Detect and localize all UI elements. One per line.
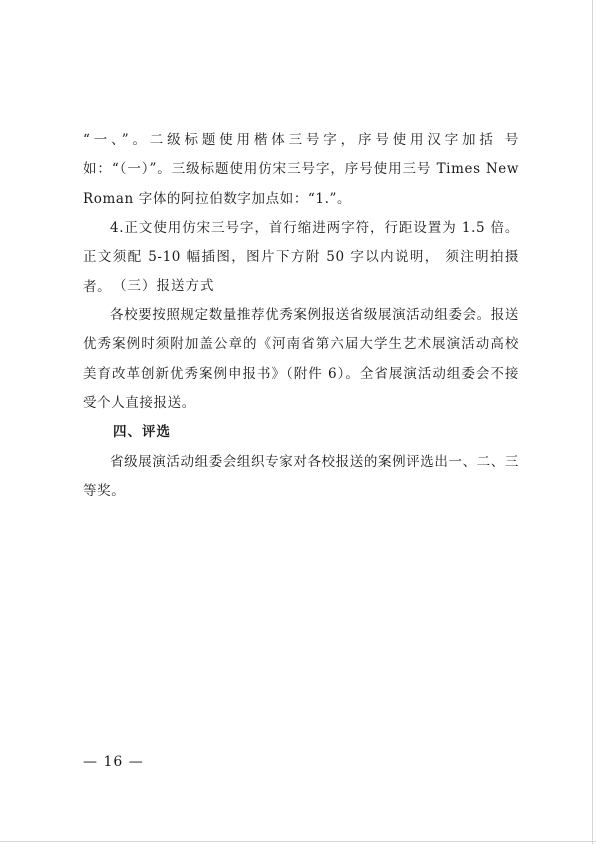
- section-heading-evaluation: 四、评选: [113, 424, 171, 440]
- paragraph-body-format: 4.正文使用仿宋三号字，首行缩进两字符，行距设置为 1.5 倍。正文须配 5-10 幅插图，图片下方附 50 字以内说明， 须注明拍摄者。: [83, 220, 519, 295]
- paragraph-evaluation: 省级展演活动组委会组织专家对各校报送的案例评选出一、二、三等奖。: [83, 454, 519, 500]
- section-heading-submission-method: （三）报送方式: [113, 278, 215, 294]
- paragraph-heading-format: “一、”。二级标题使用楷体三号字，序号使用汉字加括 号如：“（一）”。三级标题使用仿宋三号字，序号使用三号 Times New Roman 字体的阿拉伯数字加点如：“1.”。: [83, 132, 519, 207]
- paragraph-submission: 各校要按照规定数量推荐优秀案例报送省级展演活动组委会。报送优秀案例时须附加盖公章的《河南省第六届大学生艺术展演活动高校美育改革创新优秀案例申报书》（附件 6）。全省展演活动组委会不接受个人直接报送。: [83, 307, 519, 411]
- page-edge-right: [592, 0, 593, 844]
- page-edge-bottom: [0, 841, 596, 842]
- page-number: — 16 —: [83, 754, 144, 770]
